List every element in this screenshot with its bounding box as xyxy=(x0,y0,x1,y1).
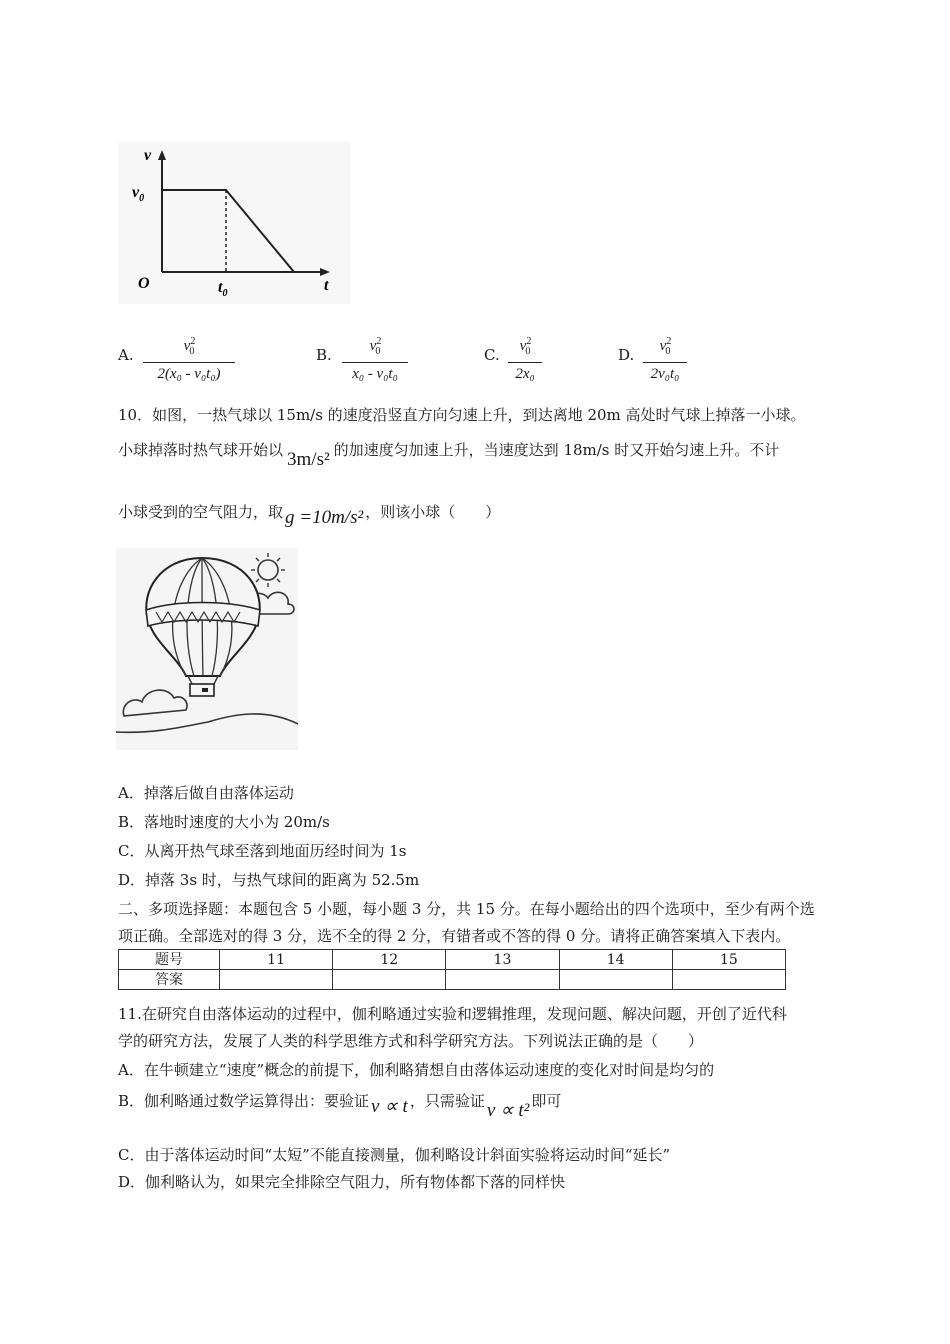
table-number-11: 11 xyxy=(220,950,333,970)
q11-option-b: B．伽利略通过数学运算得出：要验证 v ∝ t ，只需验证 v ∝ t² 即可 xyxy=(118,1092,562,1121)
q10-line-2: 小球掉落时热气球开始以 3m/s² 的加速度匀加速上升，当速度达到 18m/s 时又开始匀速上升。不计 xyxy=(118,441,780,470)
q11-option-a: A．在牛顿建立“速度”概念的前提下，伽利略猜想自由落体运动速度的变化对时间是均匀的 xyxy=(118,1061,715,1079)
answer-table-answer-row xyxy=(119,970,786,990)
q10-option-d: D．掉落 3s 时，与热气球间的距离为 52.5m xyxy=(118,871,420,889)
table-number-15: 15 xyxy=(672,950,785,970)
q9-option-b-fraction: $v^2_0$ x₀ - v₀t₀ xyxy=(342,333,408,384)
answer-table-header-row xyxy=(119,950,786,970)
proportional-v-t-squared: v ∝ t² xyxy=(486,1100,530,1121)
q11-option-c: C．由于落体运动时间“太短”不能直接测量，伽利略设计斜面实验将运动时间“延长” xyxy=(118,1146,671,1164)
acceleration-formula: 3m/s² xyxy=(287,449,330,470)
q9-option-b-label: B. xyxy=(316,346,332,364)
answer-cell-13[interactable] xyxy=(446,970,559,990)
q10-line-1: 10．如图，一热气球以 15m/s 的速度沿竖直方向匀速上升，到达离地 20m 高处时气球上掉落一小球。 xyxy=(118,406,806,424)
x-axis-label: t xyxy=(324,277,329,294)
q11-line-1: 11.在研究自由落体运动的过程中，伽利略通过实验和逻辑推理，发现问题、解决问题，开创了近代科 xyxy=(118,1005,787,1023)
hot-air-balloon-figure xyxy=(116,548,298,750)
q10-option-b: B．落地时速度的大小为 20m/s xyxy=(118,813,330,831)
q9-option-c-fraction: $v^2_0$ 2x₀ xyxy=(508,333,542,384)
q9-option-a-fraction: $v^2_0$ 2(x₀ - v₀t₀) xyxy=(143,333,235,384)
q10-line-3: 小球受到的空气阻力，取 g =10m/s² ，则该小球（ ） xyxy=(118,503,501,528)
table-number-12: 12 xyxy=(333,950,446,970)
table-header-label: 题号 xyxy=(119,950,220,970)
q9-option-a-label: A. xyxy=(118,346,134,364)
velocity-time-graph xyxy=(118,142,350,304)
gravity-formula: g =10m/s² xyxy=(285,507,364,528)
q10-option-c: C．从离开热气球至落到地面历经时间为 1s xyxy=(118,842,407,860)
t0-label: $t_0$ xyxy=(218,279,228,299)
q9-option-d-fraction: $v^2_0$ 2v₀t₀ xyxy=(643,333,687,384)
q9-option-c-label: C. xyxy=(484,346,500,364)
answer-cell-14[interactable] xyxy=(559,970,672,990)
answer-cell-11[interactable] xyxy=(220,970,333,990)
answer-table xyxy=(118,949,786,990)
q11-line-2: 学的研究方法，发展了人类的科学思维方式和科学研究方法。下列说法正确的是（ ） xyxy=(118,1032,704,1050)
table-number-13: 13 xyxy=(446,950,559,970)
origin-label: O xyxy=(138,275,150,292)
proportional-v-t: v ∝ t xyxy=(371,1096,408,1117)
answer-cell-12[interactable] xyxy=(333,970,446,990)
section2-line-2: 项正确。全部选对的得 3 分，选不全的得 2 分，有错者或不答的得 0 分。请将正确答案填入下表内。 xyxy=(118,927,791,945)
table-number-14: 14 xyxy=(559,950,672,970)
table-answer-label: 答案 xyxy=(119,970,220,990)
q11-option-d: D．伽利略认为，如果完全排除空气阻力，所有物体都下落的同样快 xyxy=(118,1173,566,1191)
v0-label: $v_0$ xyxy=(132,184,145,204)
q10-option-a: A．掉落后做自由落体运动 xyxy=(118,784,294,802)
answer-cell-15[interactable] xyxy=(672,970,785,990)
q9-option-d-label: D. xyxy=(618,346,635,364)
y-axis-label: v xyxy=(144,147,152,164)
section2-line-1: 二、多项选择题：本题包含 5 小题，每小题 3 分，共 15 分。在每小题给出的四个选项中，至少有两个选 xyxy=(118,900,815,918)
